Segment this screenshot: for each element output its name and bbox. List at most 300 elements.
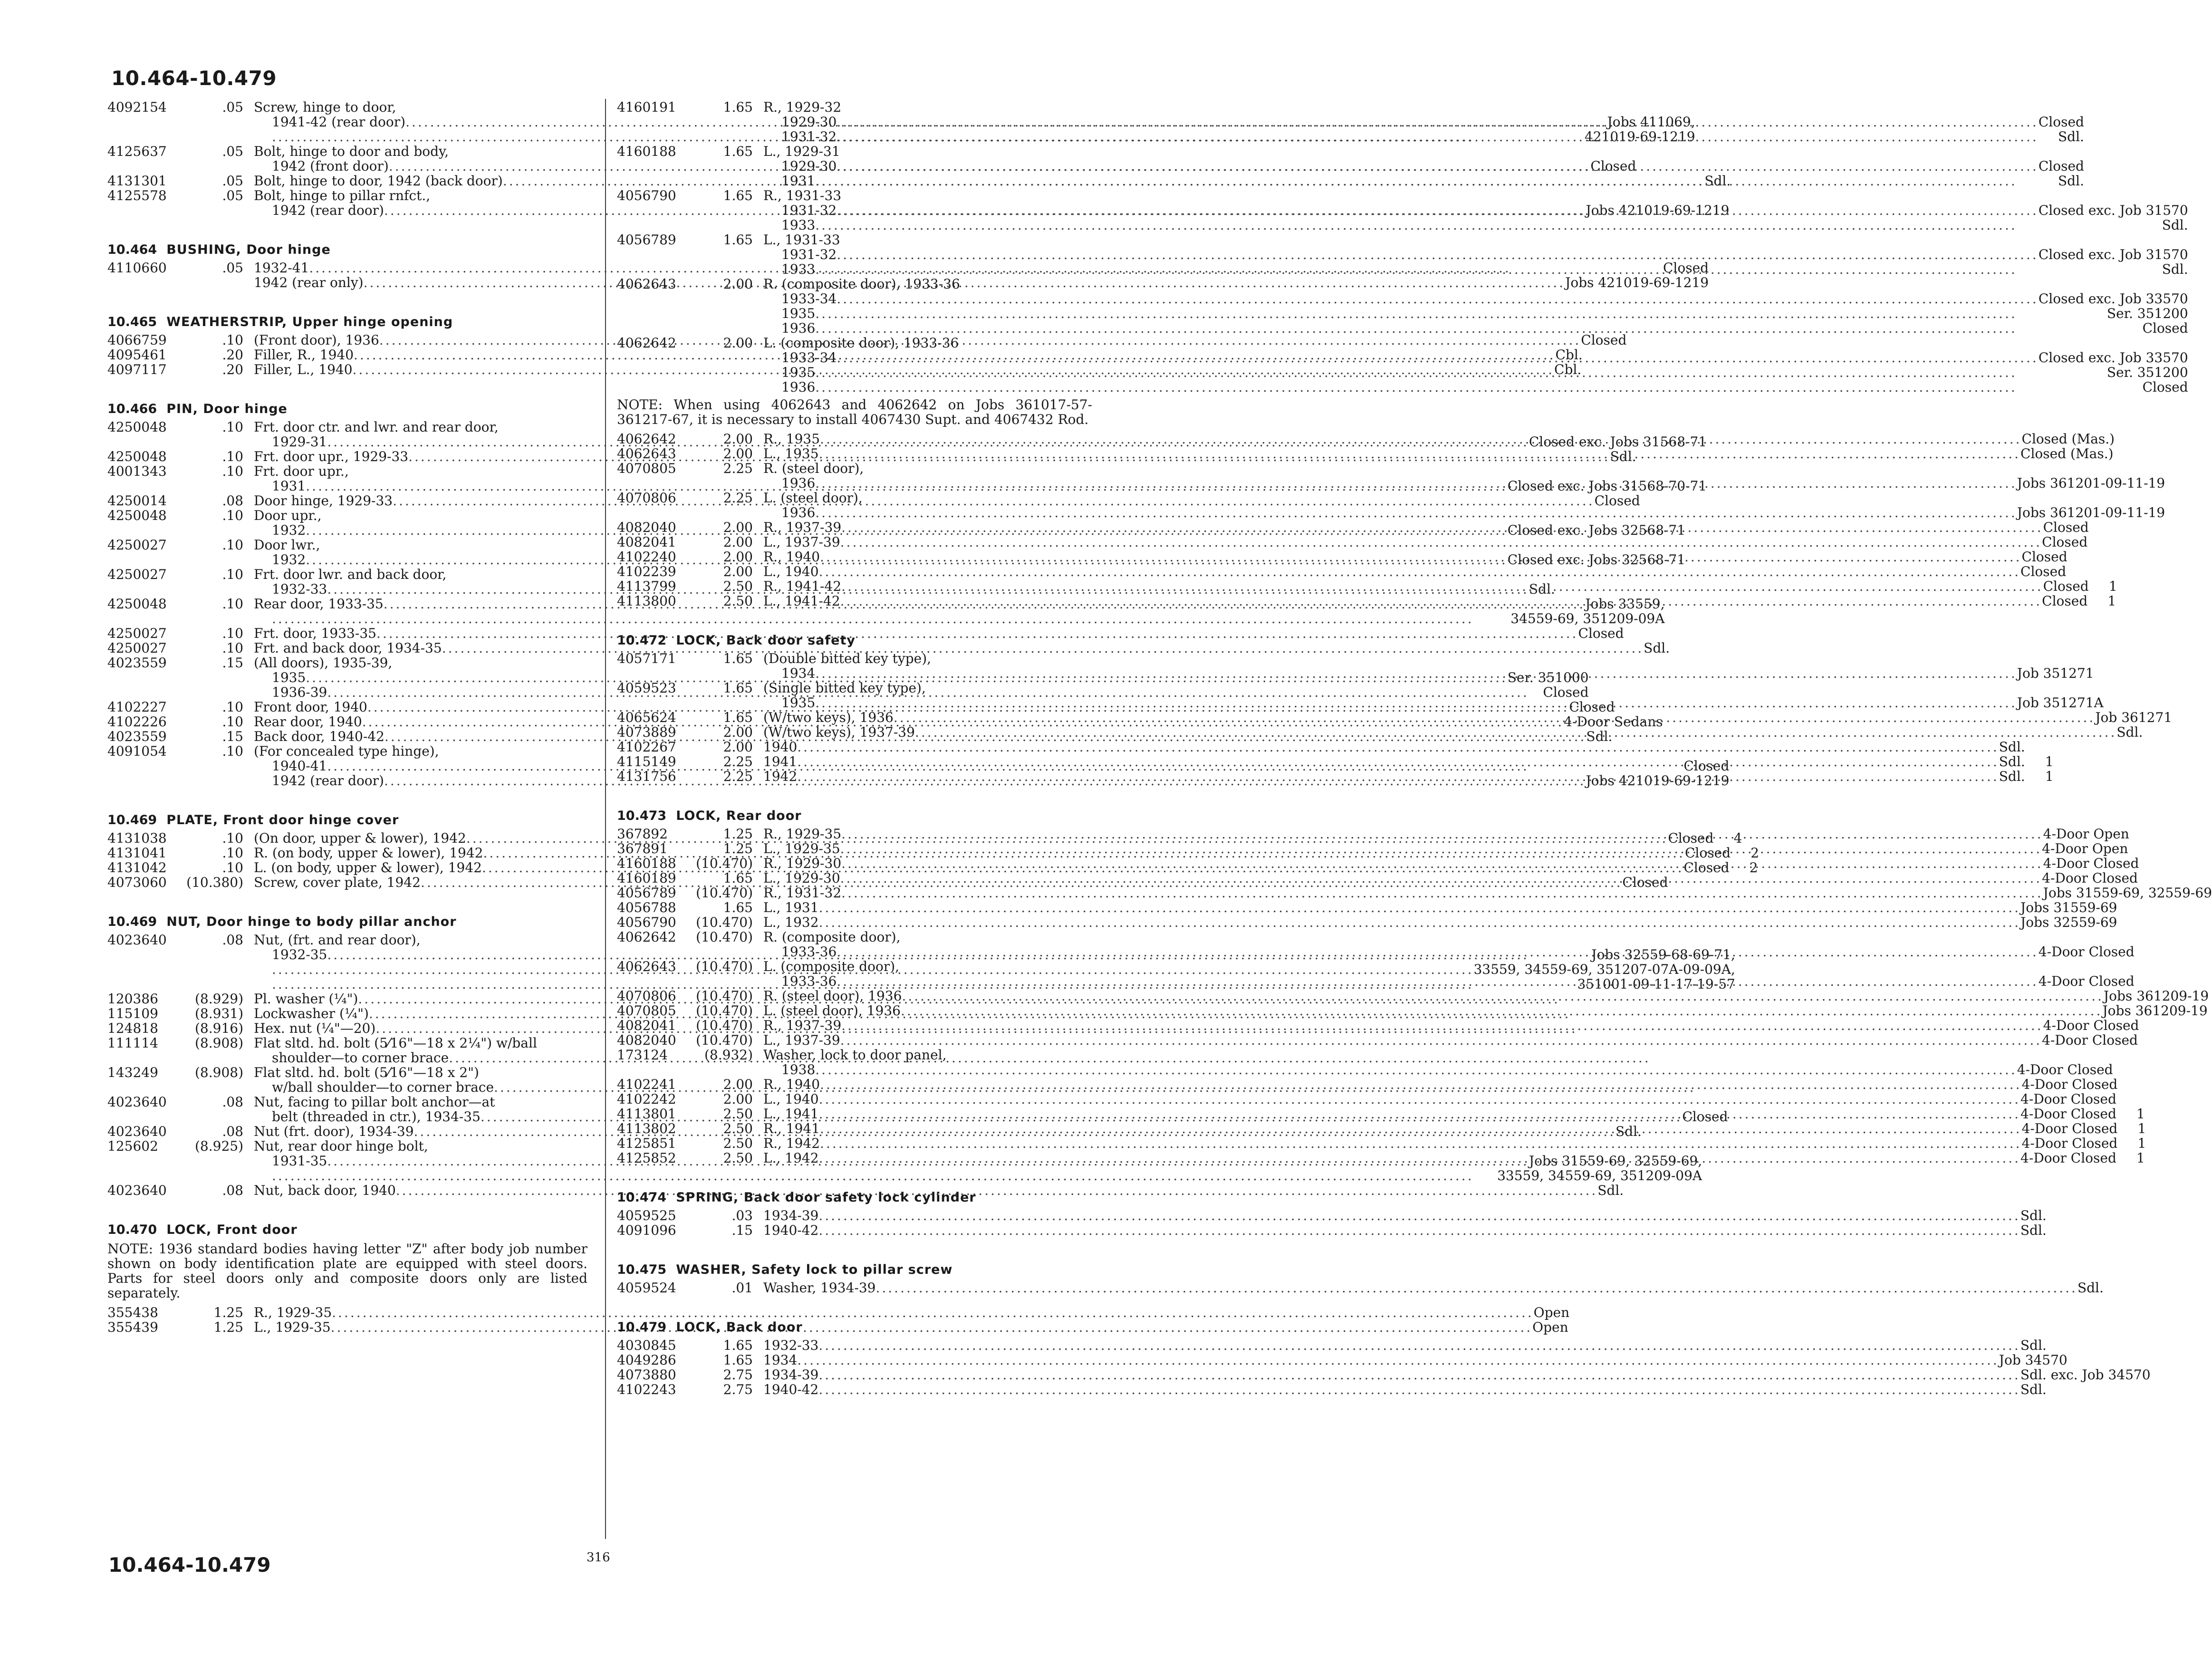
part-price: .10 — [222, 830, 243, 846]
part-number: 4023640 — [107, 1094, 167, 1110]
description-text: L., 1942 — [763, 1150, 819, 1166]
part-price: .05 — [222, 188, 243, 203]
part-price: 2.00 — [723, 431, 753, 447]
description-line — [763, 1208, 2047, 1223]
section-title — [617, 808, 1092, 825]
description-line — [763, 159, 2084, 173]
description-text: R., 1931-33 — [763, 188, 842, 203]
description-text: Lockwasher (¼") — [254, 1006, 369, 1021]
part-number: 4250048 — [107, 419, 167, 435]
quantity: 1 — [2108, 578, 2117, 594]
part-number: 4056789 — [617, 232, 676, 248]
description-text: Door hinge, 1929-33 — [254, 493, 393, 509]
part-price: 2.00 — [723, 1077, 753, 1092]
dot-leader — [815, 321, 2142, 336]
part-price: 1.65 — [723, 680, 753, 696]
description-line — [763, 915, 2117, 930]
description-text: Filler, R., 1940 — [254, 347, 354, 363]
part-price: 2.50 — [723, 1150, 753, 1166]
dot-leader — [820, 1121, 2021, 1136]
part-number: 4125852 — [617, 1150, 676, 1166]
section-name: LOCK, Back door — [676, 1320, 803, 1335]
part-price: .08 — [222, 1124, 243, 1139]
part-number: 4102267 — [617, 739, 676, 755]
description-text: 1938 — [781, 1062, 816, 1077]
part-number: 115109 — [107, 1006, 158, 1021]
part-price: (10.470) — [696, 914, 753, 930]
application-text: Sdl. — [2020, 1337, 2047, 1353]
dot-leader — [837, 159, 2038, 173]
application-text: Open — [1532, 1319, 1568, 1335]
dot-leader — [819, 564, 2020, 579]
part-description — [763, 432, 2115, 446]
part-row — [617, 1280, 2104, 1296]
description-text: R., 1941-42 — [763, 578, 842, 594]
description-line — [763, 564, 2066, 579]
part-row — [617, 144, 2084, 189]
application-text: Closed — [1682, 1109, 1728, 1125]
section-name: PIN, Door hinge — [166, 402, 288, 416]
application-text: Jobs 33559, — [1585, 596, 1665, 612]
description-text: Bolt, hinge to door, 1942 (back door) — [254, 173, 503, 189]
part-price: .08 — [222, 493, 243, 509]
dot-leader — [818, 1223, 2020, 1238]
part-description — [763, 461, 2165, 490]
description-text: 1933-36 — [781, 944, 837, 960]
part-price: (10.470) — [696, 959, 753, 974]
description-line — [763, 336, 2188, 350]
section-number: 10.474 — [617, 1190, 667, 1205]
description-text: 1940-42 — [763, 1382, 819, 1397]
application-text: Closed exc. Jobs 31568-70-71 — [1507, 478, 1707, 494]
description-line — [763, 856, 2139, 871]
application-text: Sdl. — [1597, 1183, 1624, 1198]
application-text: 33559, 34559-69, 351209-09A — [1497, 1168, 1702, 1183]
part-number: 4250027 — [107, 567, 167, 582]
description-text: R., 1929-30 — [763, 856, 842, 871]
description-line — [763, 432, 2115, 446]
description-text: 1931-35 — [272, 1153, 327, 1169]
description-text: 1942 (rear door) — [272, 202, 384, 218]
description-text: L., 1935 — [763, 446, 819, 462]
application-text: Closed — [2043, 578, 2089, 594]
description-line — [763, 989, 2209, 1003]
description-text: Back door, 1940-42 — [254, 729, 385, 744]
description-text: (Double bitted key type), — [763, 651, 932, 666]
part-row — [617, 1018, 2139, 1033]
application-text: Closed — [1622, 875, 1668, 890]
description-line — [763, 350, 2188, 365]
description-text: Hex. nut (¼"—20) — [254, 1020, 376, 1036]
description-line — [763, 681, 2104, 695]
description-line — [763, 306, 2188, 321]
part-row — [617, 739, 2025, 755]
description-text: shoulder—to corner brace — [272, 1050, 449, 1066]
application-text: Open — [1533, 1305, 1570, 1320]
part-row — [617, 856, 2139, 871]
dot-leader — [840, 841, 2042, 856]
section-name: WEATHERSTRIP, Upper hinge opening — [166, 315, 453, 329]
application-text: Sdl. — [2020, 1222, 2047, 1238]
part-price: 2.00 — [723, 519, 753, 535]
part-row — [617, 1003, 2208, 1019]
description-line — [763, 520, 2089, 535]
description-line — [763, 365, 2188, 380]
description-text: 1936 — [781, 320, 816, 336]
description-text: Washer, lock to door panel, — [763, 1047, 947, 1063]
description-line — [763, 578, 2089, 597]
part-row — [107, 1021, 587, 1036]
section-note: NOTE: When using 4062643 and 4062642 on Jobs 361017-57-361217-67, it is necessary to install 4067430 Supt. and 4067432 Rod. — [617, 397, 1092, 427]
quantity: 1 — [2137, 1135, 2146, 1151]
dot-leader — [819, 915, 2020, 930]
application-text: Closed — [2020, 564, 2067, 579]
application-text: Closed — [1581, 332, 1627, 348]
part-number: 4250014 — [107, 493, 167, 509]
part-price: .10 — [222, 625, 243, 641]
dot-leader — [815, 306, 2107, 321]
application-text: 34559-69, 351209-09A — [1510, 611, 1665, 626]
description-text: (W/two keys), 1937-39 — [763, 724, 915, 740]
description-line — [763, 291, 2188, 306]
part-price: (8.925) — [194, 1138, 243, 1154]
dot-leader — [841, 827, 2043, 841]
section-title — [107, 1221, 587, 1239]
part-price: .03 — [731, 1208, 753, 1223]
dot-leader — [837, 247, 2038, 262]
application-text: 4-Door Closed — [2017, 1062, 2113, 1077]
application-text: 4-Door Closed — [2043, 856, 2139, 871]
description-text: R., 1937-39 — [763, 519, 842, 535]
part-price: .05 — [222, 260, 243, 276]
part-row — [617, 1077, 2118, 1092]
description-text: L., 1929-35 — [254, 1319, 331, 1335]
part-number: 4056788 — [617, 900, 676, 915]
description-text: R. (composite door), 1933-36 — [763, 276, 960, 292]
description-text: 1933-34 — [781, 291, 837, 307]
dot-leader — [840, 535, 2042, 549]
part-description — [763, 232, 2188, 277]
description-text: 1934-39 — [763, 1208, 819, 1223]
part-price: 2.00 — [723, 335, 753, 351]
dot-leader — [797, 740, 1999, 754]
description-line — [763, 129, 2084, 144]
application-text: Sdl. — [1999, 769, 2025, 784]
description-text: 1934-39 — [763, 1367, 819, 1383]
part-number: 4160191 — [617, 99, 676, 115]
section-name: WASHER, Safety lock to pillar screw — [676, 1262, 953, 1277]
quantity: 1 — [2137, 1121, 2146, 1136]
part-description — [763, 1048, 2113, 1077]
description-text: 1936 — [781, 505, 816, 520]
section-title — [107, 241, 587, 259]
part-number: 4125851 — [617, 1135, 676, 1151]
part-price: .10 — [222, 537, 243, 553]
part-number: 4062643 — [617, 276, 676, 292]
part-row — [617, 232, 2188, 277]
part-number: 4062643 — [617, 446, 676, 462]
application-text: Closed — [1683, 758, 1730, 774]
description-text: 1940-42 — [763, 1222, 819, 1238]
application-text: Closed — [2042, 534, 2088, 550]
application-text: Cbl. — [1555, 347, 1583, 363]
part-description — [763, 144, 2084, 188]
part-description — [763, 651, 2094, 681]
part-price: 1.65 — [723, 144, 753, 159]
section-number: 10.470 — [107, 1222, 157, 1237]
dot-leader — [818, 1208, 2020, 1223]
description-text: R., 1937-39 — [763, 1018, 842, 1033]
part-row — [107, 1006, 587, 1021]
description-line — [763, 476, 2165, 490]
part-row — [617, 1382, 2047, 1397]
description-text: Frt. door ctr. and lwr. and rear door, — [254, 419, 499, 435]
description-text: 1935 — [272, 670, 306, 685]
description-text: R. (steel door), — [763, 461, 864, 476]
application-text: Sdl. — [2077, 1280, 2104, 1296]
application-text: Closed — [1578, 625, 1624, 641]
application-text: Closed exc. Job 33570 — [2038, 350, 2188, 365]
description-text: Frt. door lwr. and back door, — [254, 567, 447, 582]
description-text: Rear door, 1933-35 — [254, 596, 384, 612]
part-number: 4250027 — [107, 625, 167, 641]
description-text: 1932-41 — [254, 260, 309, 276]
part-row — [617, 914, 2117, 930]
description-text: Nut, back door, 1940 — [254, 1183, 396, 1198]
part-price: (10.470) — [696, 1018, 753, 1033]
dot-leader — [797, 754, 1999, 769]
dot-leader — [837, 115, 2038, 129]
description-text: 1934 — [763, 1352, 798, 1368]
part-description — [763, 710, 2172, 725]
description-text: 1942 (rear only) — [254, 275, 364, 290]
column-divider — [605, 99, 606, 1539]
description-line — [763, 1280, 2104, 1295]
description-line — [763, 959, 2135, 974]
section-name: BUSHING, Door hinge — [166, 242, 331, 257]
part-price: 2.75 — [723, 1382, 753, 1397]
application-text: 4-Door Closed — [2021, 1077, 2118, 1092]
part-price: .10 — [222, 449, 243, 464]
description-text: 1942 — [763, 769, 798, 784]
application-text: 4-Door Closed — [2020, 1091, 2116, 1107]
part-description — [763, 578, 2117, 597]
application-text: Jobs 32559-69 — [2020, 914, 2117, 930]
part-price: (10.470) — [696, 885, 753, 901]
part-description — [763, 930, 2135, 959]
description-line — [763, 1223, 2047, 1238]
part-description — [763, 1353, 2068, 1367]
application-text: 4-Door Closed — [2020, 1150, 2116, 1166]
part-price: 1.25 — [723, 826, 753, 842]
description-line — [763, 490, 2165, 505]
dot-leader — [815, 666, 2017, 681]
part-price: (10.470) — [696, 1003, 753, 1019]
application-text: Sdl. — [2058, 129, 2084, 144]
description-text: L., 1937-39 — [763, 1032, 840, 1048]
description-line — [763, 1338, 2047, 1353]
part-number: 4113800 — [617, 593, 676, 609]
part-number: 4062642 — [617, 431, 676, 447]
application-text: Sdl. — [2162, 217, 2188, 233]
description-text: 1941 — [763, 754, 798, 769]
part-number: 4113801 — [617, 1106, 676, 1122]
description-text: Frt. door, 1933-35 — [254, 625, 376, 641]
quantity: 1 — [2045, 769, 2054, 784]
part-row — [107, 1036, 587, 1065]
part-description — [763, 1077, 2117, 1092]
part-number: 4125578 — [107, 188, 167, 203]
part-number: 4102239 — [617, 564, 676, 579]
application-text: Closed exc. Job 33570 — [2038, 291, 2188, 307]
quantity: 1 — [2136, 1106, 2145, 1122]
description-text: Nut, rear door hinge bolt, — [254, 1138, 428, 1154]
part-price: .15 — [222, 729, 243, 744]
description-text: 1942 (rear door) — [272, 773, 384, 788]
application-text: 4-Door Open — [2042, 841, 2128, 856]
part-price: .10 — [222, 699, 243, 715]
part-row — [617, 534, 2088, 550]
description-text: 1935 — [781, 365, 816, 380]
part-description — [763, 1106, 2145, 1122]
part-description — [763, 681, 2104, 710]
part-description — [763, 856, 2139, 871]
part-number: 4049286 — [617, 1352, 676, 1368]
part-price: 2.50 — [723, 578, 753, 594]
application-text: Closed (Mas.) — [2021, 431, 2115, 447]
description-text: Nut, facing to pillar bolt anchor—at — [254, 1094, 495, 1110]
description-line — [763, 885, 2212, 900]
description-text: 1932-33 — [763, 1337, 819, 1353]
section-note: NOTE: 1936 standard bodies having letter "Z" after body job number shown on body identification plate are equipped with steel doors. Parts for steel doors only and composite doors only are listed separately. — [107, 1241, 587, 1301]
part-price: 2.00 — [723, 446, 753, 462]
description-text: L., 1941-42 — [763, 593, 840, 609]
description-text: L. (composite door), — [763, 959, 900, 974]
application-text: Jobs 361209-19 — [2103, 988, 2209, 1004]
part-row — [617, 1106, 2145, 1122]
description-line — [763, 144, 2084, 159]
description-text: Door upr., — [254, 508, 322, 523]
description-text: R., 1929-35 — [254, 1305, 332, 1320]
description-line — [763, 115, 2084, 129]
dot-leader — [894, 710, 2095, 725]
section-number: 10.479 — [617, 1320, 667, 1335]
application-text: Closed exc. Job 31570 — [2038, 247, 2188, 262]
part-price: .10 — [222, 860, 243, 875]
part-number: 4091096 — [617, 1222, 676, 1238]
application-text: 4-Door Closed — [2038, 973, 2135, 989]
description-text: (All doors), 1935-39, — [254, 655, 393, 671]
description-text: (Front door), 1936 — [254, 332, 379, 348]
part-price: 2.50 — [723, 593, 753, 609]
section-number: 10.464 — [107, 242, 157, 257]
section-title — [107, 401, 587, 418]
dot-leader — [818, 1338, 2020, 1353]
description-text: 1933-34 — [781, 350, 837, 365]
part-description — [763, 754, 2054, 769]
description-text: L., 1937-39 — [763, 534, 840, 550]
part-description — [763, 841, 2128, 856]
dot-leader — [818, 1367, 2020, 1382]
description-text: R., 1940 — [763, 549, 820, 565]
part-number: 4056789 — [617, 885, 676, 901]
section-name: NUT, Door hinge to body pillar anchor — [166, 914, 457, 929]
part-number: 367891 — [617, 841, 668, 856]
description-text: L., 1940 — [763, 564, 819, 579]
application-text: Ser. 351000 — [1507, 670, 1589, 685]
part-number: 4131038 — [107, 830, 167, 846]
application-text: Closed — [1663, 260, 1709, 276]
part-number: 4073880 — [617, 1367, 676, 1383]
dot-leader — [841, 885, 2043, 900]
description-text: Flat sltd. hd. bolt (5⁄16"—18 x 2") — [254, 1065, 479, 1080]
description-text: 1935 — [781, 695, 816, 711]
description-text: (Single bitted key type), — [763, 680, 926, 696]
part-row — [617, 1222, 2047, 1238]
part-number: 4102240 — [617, 549, 676, 565]
part-number: 4250027 — [107, 537, 167, 553]
description-text: L. (steel door), — [763, 490, 863, 506]
section-title — [617, 632, 1092, 649]
dot-leader — [840, 871, 2042, 885]
description-text: Screw, hinge to door, — [254, 99, 396, 115]
part-number: 4023640 — [107, 1183, 167, 1198]
application-text: Jobs 421019-69-1219 — [1565, 275, 1709, 290]
part-number: 4113799 — [617, 578, 676, 594]
description-line — [763, 710, 2172, 725]
description-text: 1932 — [272, 552, 306, 567]
dot-leader — [837, 974, 2038, 992]
description-text: 1936-39 — [272, 684, 327, 700]
part-price: (10.470) — [696, 988, 753, 1004]
part-price: .10 — [222, 332, 243, 348]
dot-leader — [841, 1018, 2043, 1033]
section-title — [107, 812, 587, 829]
description-text: Screw, cover plate, 1942 — [254, 875, 421, 890]
description-line — [763, 446, 2114, 461]
part-row — [107, 991, 587, 1006]
dot-leader — [840, 1033, 2042, 1048]
application-text: Closed — [1569, 699, 1615, 715]
part-price: 2.50 — [723, 1135, 753, 1151]
description-text: 1932-35 — [272, 947, 327, 962]
part-price: 1.65 — [723, 870, 753, 886]
dot-leader — [815, 218, 2162, 232]
description-line — [763, 188, 2188, 203]
part-description — [763, 989, 2209, 1003]
dot-leader — [902, 989, 2103, 1003]
description-line — [763, 380, 2188, 394]
part-price: 1.65 — [723, 900, 753, 915]
catalog-section — [617, 1189, 2047, 1238]
part-price: .10 — [222, 714, 243, 730]
application-text: Jobs 361209-19 — [2102, 1003, 2208, 1019]
description-line — [763, 1136, 2117, 1151]
part-price: 1.65 — [723, 651, 753, 666]
quantity: 4 — [1733, 830, 1742, 846]
part-price: (8.929) — [194, 991, 243, 1007]
description-text: 1929-30 — [781, 114, 837, 130]
part-description — [763, 593, 2116, 609]
part-description — [763, 900, 2117, 915]
dot-leader — [820, 549, 2021, 564]
part-price: 2.25 — [723, 754, 753, 769]
description-text: 1931 — [272, 478, 306, 494]
application-text: Jobs 421019-69-1219 — [1586, 202, 1730, 218]
description-text: Front door, 1940 — [254, 699, 367, 715]
description-line — [763, 900, 2117, 915]
application-text: Closed exc. Job 31570 — [2038, 202, 2188, 218]
